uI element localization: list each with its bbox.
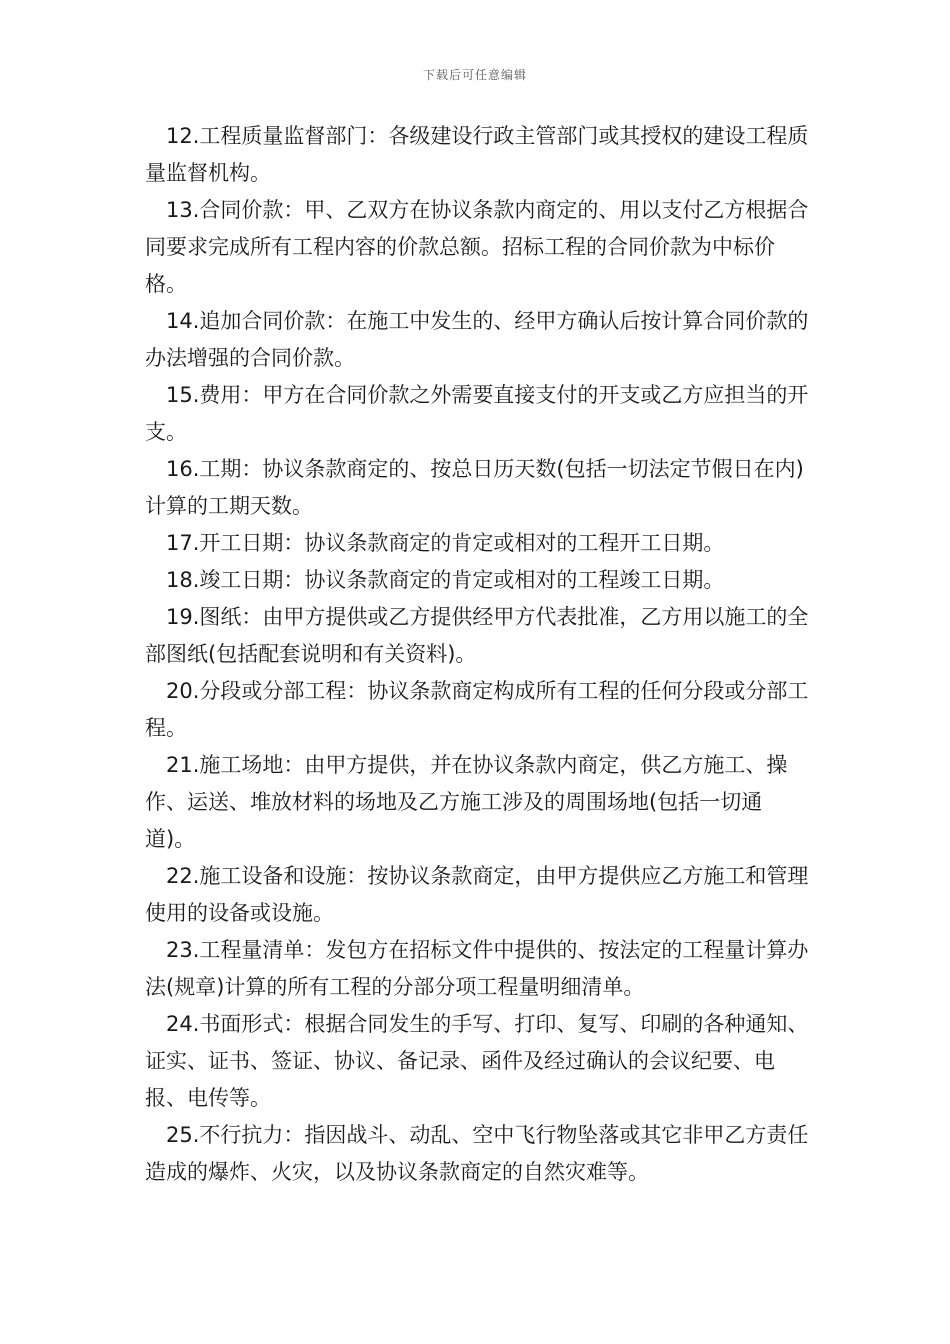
document-body [145, 118, 810, 1191]
clause-14: 14.追加合同价款：在施工中发生的、经甲方确认后按计算合同价款的办法增强的合同价款。 [145, 309, 809, 370]
page-header: 下载后可任意编辑 [422, 68, 527, 82]
clause-20: 20.分段或分部工程：协议条款商定构成所有工程的任何分段或分部工程。 [145, 679, 809, 740]
clause-25: 25.不行抗力：指因战斗、动乱、空中飞行物坠落或其它非甲乙方责任造成的爆炸、火灾，以及协议条款商定的自然灾难等。 [145, 1123, 809, 1184]
clause-21: 21.施工场地：由甲方提供，并在协议条款内商定，供乙方施工、操作、运送、堆放材料的场地及乙方施工涉及的周围场地(包括一切通道)。 [145, 753, 788, 851]
clause-13: 13.合同价款：甲、乙双方在协议条款内商定的、用以支付乙方根据合同要求完成所有工程内容的价款总额。招标工程的合同价款为中标价格。 [145, 198, 809, 296]
clause-17: 17.开工日期：协议条款商定的肯定或相对的工程开工日期。 [166, 531, 725, 555]
clause-12: 12.工程质量监督部门：各级建设行政主管部门或其授权的建设工程质量监督机构。 [145, 124, 809, 185]
clause-22: 22.施工设备和设施：按协议条款商定，由甲方提供应乙方施工和管理使用的设备或设施。 [145, 864, 809, 925]
clause-16: 16.工期：协议条款商定的、按总日历天数(包括一切法定节假日在内)计算的工期天数。 [145, 457, 804, 518]
clause-15: 15.费用：甲方在合同价款之外需要直接支付的开支或乙方应担当的开支。 [145, 383, 809, 444]
clause-19: 19.图纸：由甲方提供或乙方提供经甲方代表批准，乙方用以施工的全部图纸(包括配套说明和有关资料)。 [145, 605, 809, 666]
clause-23: 23.工程量清单：发包方在招标文件中提供的、按法定的工程量计算办法(规章)计算的所有工程的分部分项工程量明细清单。 [145, 938, 809, 999]
clause-18: 18.竣工日期：协议条款商定的肯定或相对的工程竣工日期。 [166, 568, 725, 592]
clause-24: 24.书面形式：根据合同发生的手写、打印、复写、印刷的各种通知、证实、证书、签证、协议、备记录、函件及经过确认的会议纪要、电报、电传等。 [145, 1012, 809, 1110]
